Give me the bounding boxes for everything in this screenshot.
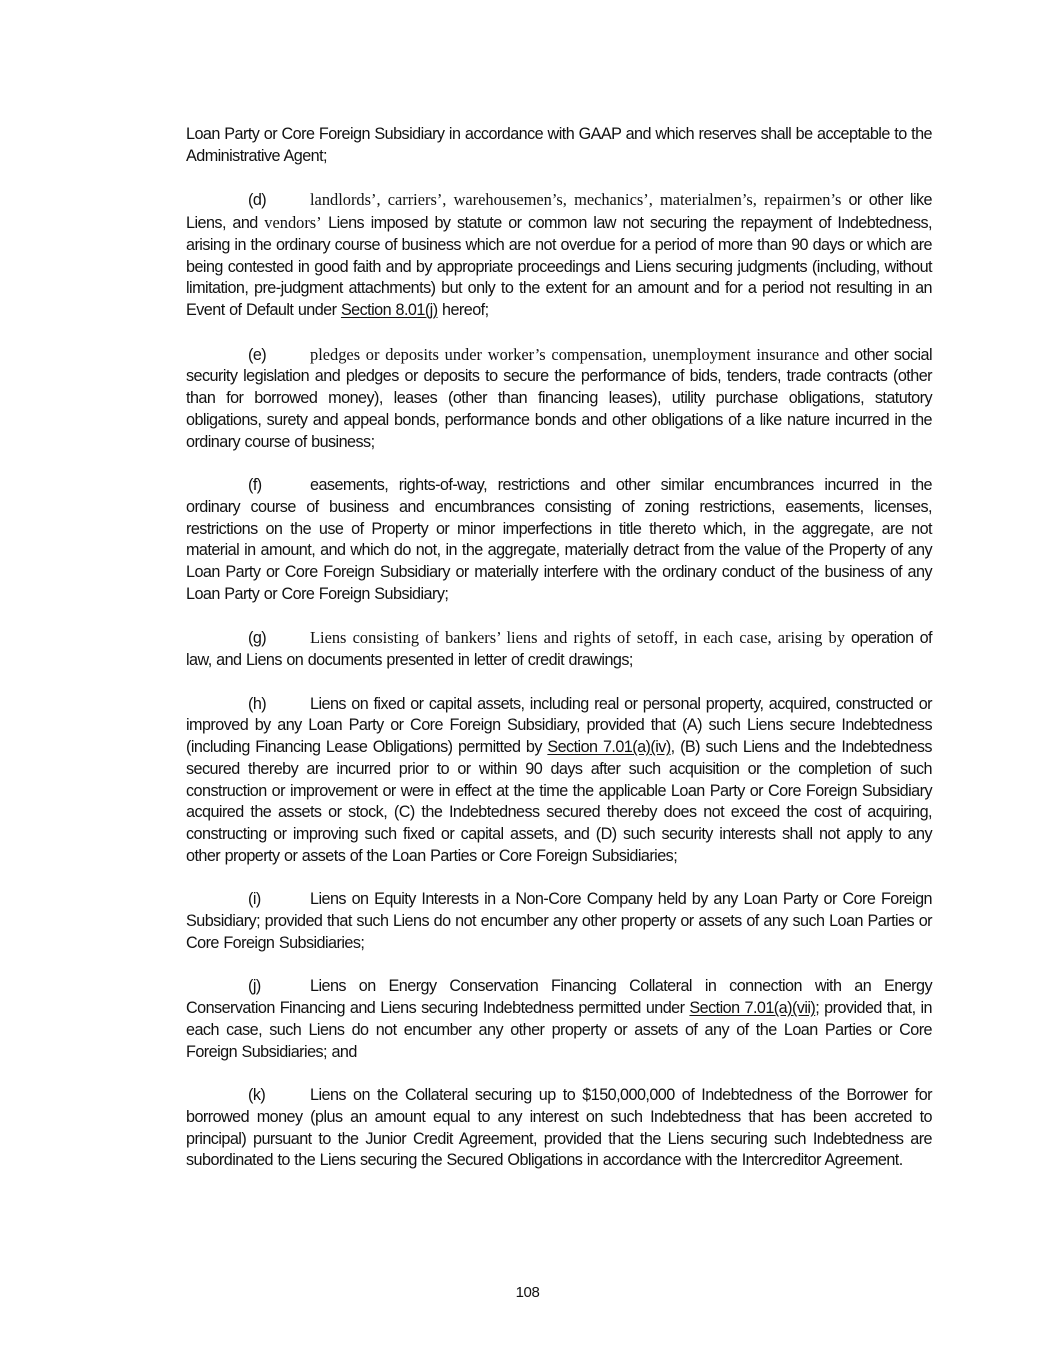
clause-e-text: other social security legislation and pledges or deposits to secure the performance of bids, tenders, trade contracts (other than for borrowed money), leases (other than financing leases), utility purchase obligations, statutory obligations, surety and appeal bonds, performance bonds and other obligations of a like nature incurred in the ordinary course of business; <box>186 345 932 451</box>
clause-d <box>186 189 932 322</box>
document-page <box>186 124 932 1194</box>
clause-j <box>186 976 932 1063</box>
clause-f-text: easements, rights-of-way, restrictions and other similar encumbrances incurred in the ordinary course of business and encumbrances consisting of zoning restrictions, easements, licenses, restrictions on the use of Property or minor imperfections in title thereto which, in the aggregate, are not material in amount, and which do not, in the aggregate, materially detract from the value of the Property of any Loan Party or Core Foreign Subsidiary or materially interfere with the ordinary conduct of the business of any Loan Party or Core Foreign Subsidiary; <box>186 476 932 603</box>
clause-d-text-a: or other like Liens, and <box>186 191 933 232</box>
clause-label: (d) <box>248 191 267 210</box>
clause-d-text-b: Liens imposed by statute or common law not securing the repayment of Indebtedness, arising in the ordinary course of business which are not overdue for a period of more than 90 days or which are being contested in good faith and by appropriate proceedings and Liens securing judgments (including, without limitation, pre-judgment attachments) but only to the extent for an amount and for a period not resulting in an Event of Default under <box>186 214 932 319</box>
clause-f <box>186 475 932 606</box>
clause-j-text-a: Liens on Energy Conservation Financing Collateral in connection with an Energy Conservation Financing and Liens securing Indebtedness permitted under <box>186 977 932 1017</box>
clause-label: (h) <box>248 694 267 713</box>
clause-d-lead: landlords’, carriers’, warehousemen’s, mechanics’, materialmen’s, repairmen’s <box>310 190 842 210</box>
clause-h-text-a: Liens on fixed or capital assets, including real or personal property, acquired, constructed or improved by any Loan Party or Core Foreign Subsidiary, provided that (A) such Liens secure Indebtedness (including Financing Lease Obligations) permitted by <box>186 694 932 756</box>
clause-h <box>186 694 932 868</box>
section-reference-link[interactable]: Section 7.01(a)(iv) <box>547 738 671 756</box>
clause-label: (f) <box>248 476 262 494</box>
section-reference-link[interactable]: Section 7.01(a)(vii) <box>689 999 816 1017</box>
clause-e-lead: pledges or deposits under worker’s compensation, unemployment insurance and <box>310 344 849 364</box>
continuation-paragraph: Loan Party or Core Foreign Subsidiary in accordance with GAAP and which reserves shall be acceptable to the Administrative Agent; <box>186 125 932 165</box>
clause-d-vendors: vendors’ <box>264 213 322 232</box>
clause-i <box>186 889 932 954</box>
clause-g-text: operation of law, and Liens on documents presented in letter of credit drawings; <box>186 629 932 669</box>
clause-d-text-c: hereof; <box>437 301 489 319</box>
clause-h-text-b: , (B) such Liens and the Indebtedness secured thereby are incurred prior to or within 90 days after such acquisition or the completion of such construction or improvement or were in effect at the time the applicable Loan Party or Core Foreign Subsidiary acquired the assets or stock, (C) the Indebtedness secured thereby does not exceed the cost of acquiring, constructing or improving such fixed or capital assets, and (D) such security interests shall not apply to any other property or assets of the Loan Parties or Core Foreign Subsidiaries; <box>186 738 932 865</box>
page-number: 108 <box>515 1284 540 1301</box>
clause-label: (j) <box>248 977 261 996</box>
clause-k-text: Liens on the Collateral securing up to $150,000,000 of Indebtedness of the Borrower for borrowed money (plus an amount equal to any interest on such Indebtedness that has been accreted to principal) pursuant to the Junior Credit Agreement, provided that the Liens securing such Indebtedness are subordinated to the Liens securing the Secured Obligations in accordance with the Intercreditor Agreement. <box>186 1086 932 1170</box>
section-reference-link[interactable]: Section 8.01(j) <box>340 301 438 319</box>
clause-i-text: Liens on Equity Interests in a Non-Core Company held by any Loan Party or Core Foreign Subsidiary; provided that such Liens do not encumber any other property or assets of any such Loan Parties or Core Foreign Subsidiaries; <box>186 890 932 952</box>
clause-label: (k) <box>248 1086 266 1104</box>
clause-e <box>186 344 932 454</box>
clause-label: (i) <box>248 890 261 909</box>
clause-g <box>186 627 932 672</box>
clause-k <box>186 1085 932 1172</box>
clause-j-text-b: ; provided that, in each case, such Liens do not encumber any other property or assets of any of the Loan Parties or Core Foreign Subsidiaries; and <box>186 999 932 1061</box>
clause-g-lead: Liens consisting of bankers’ liens and rights of setoff, in each case, arising by <box>310 628 845 648</box>
clause-label: (e) <box>248 345 267 364</box>
clause-label: (g) <box>248 629 267 648</box>
